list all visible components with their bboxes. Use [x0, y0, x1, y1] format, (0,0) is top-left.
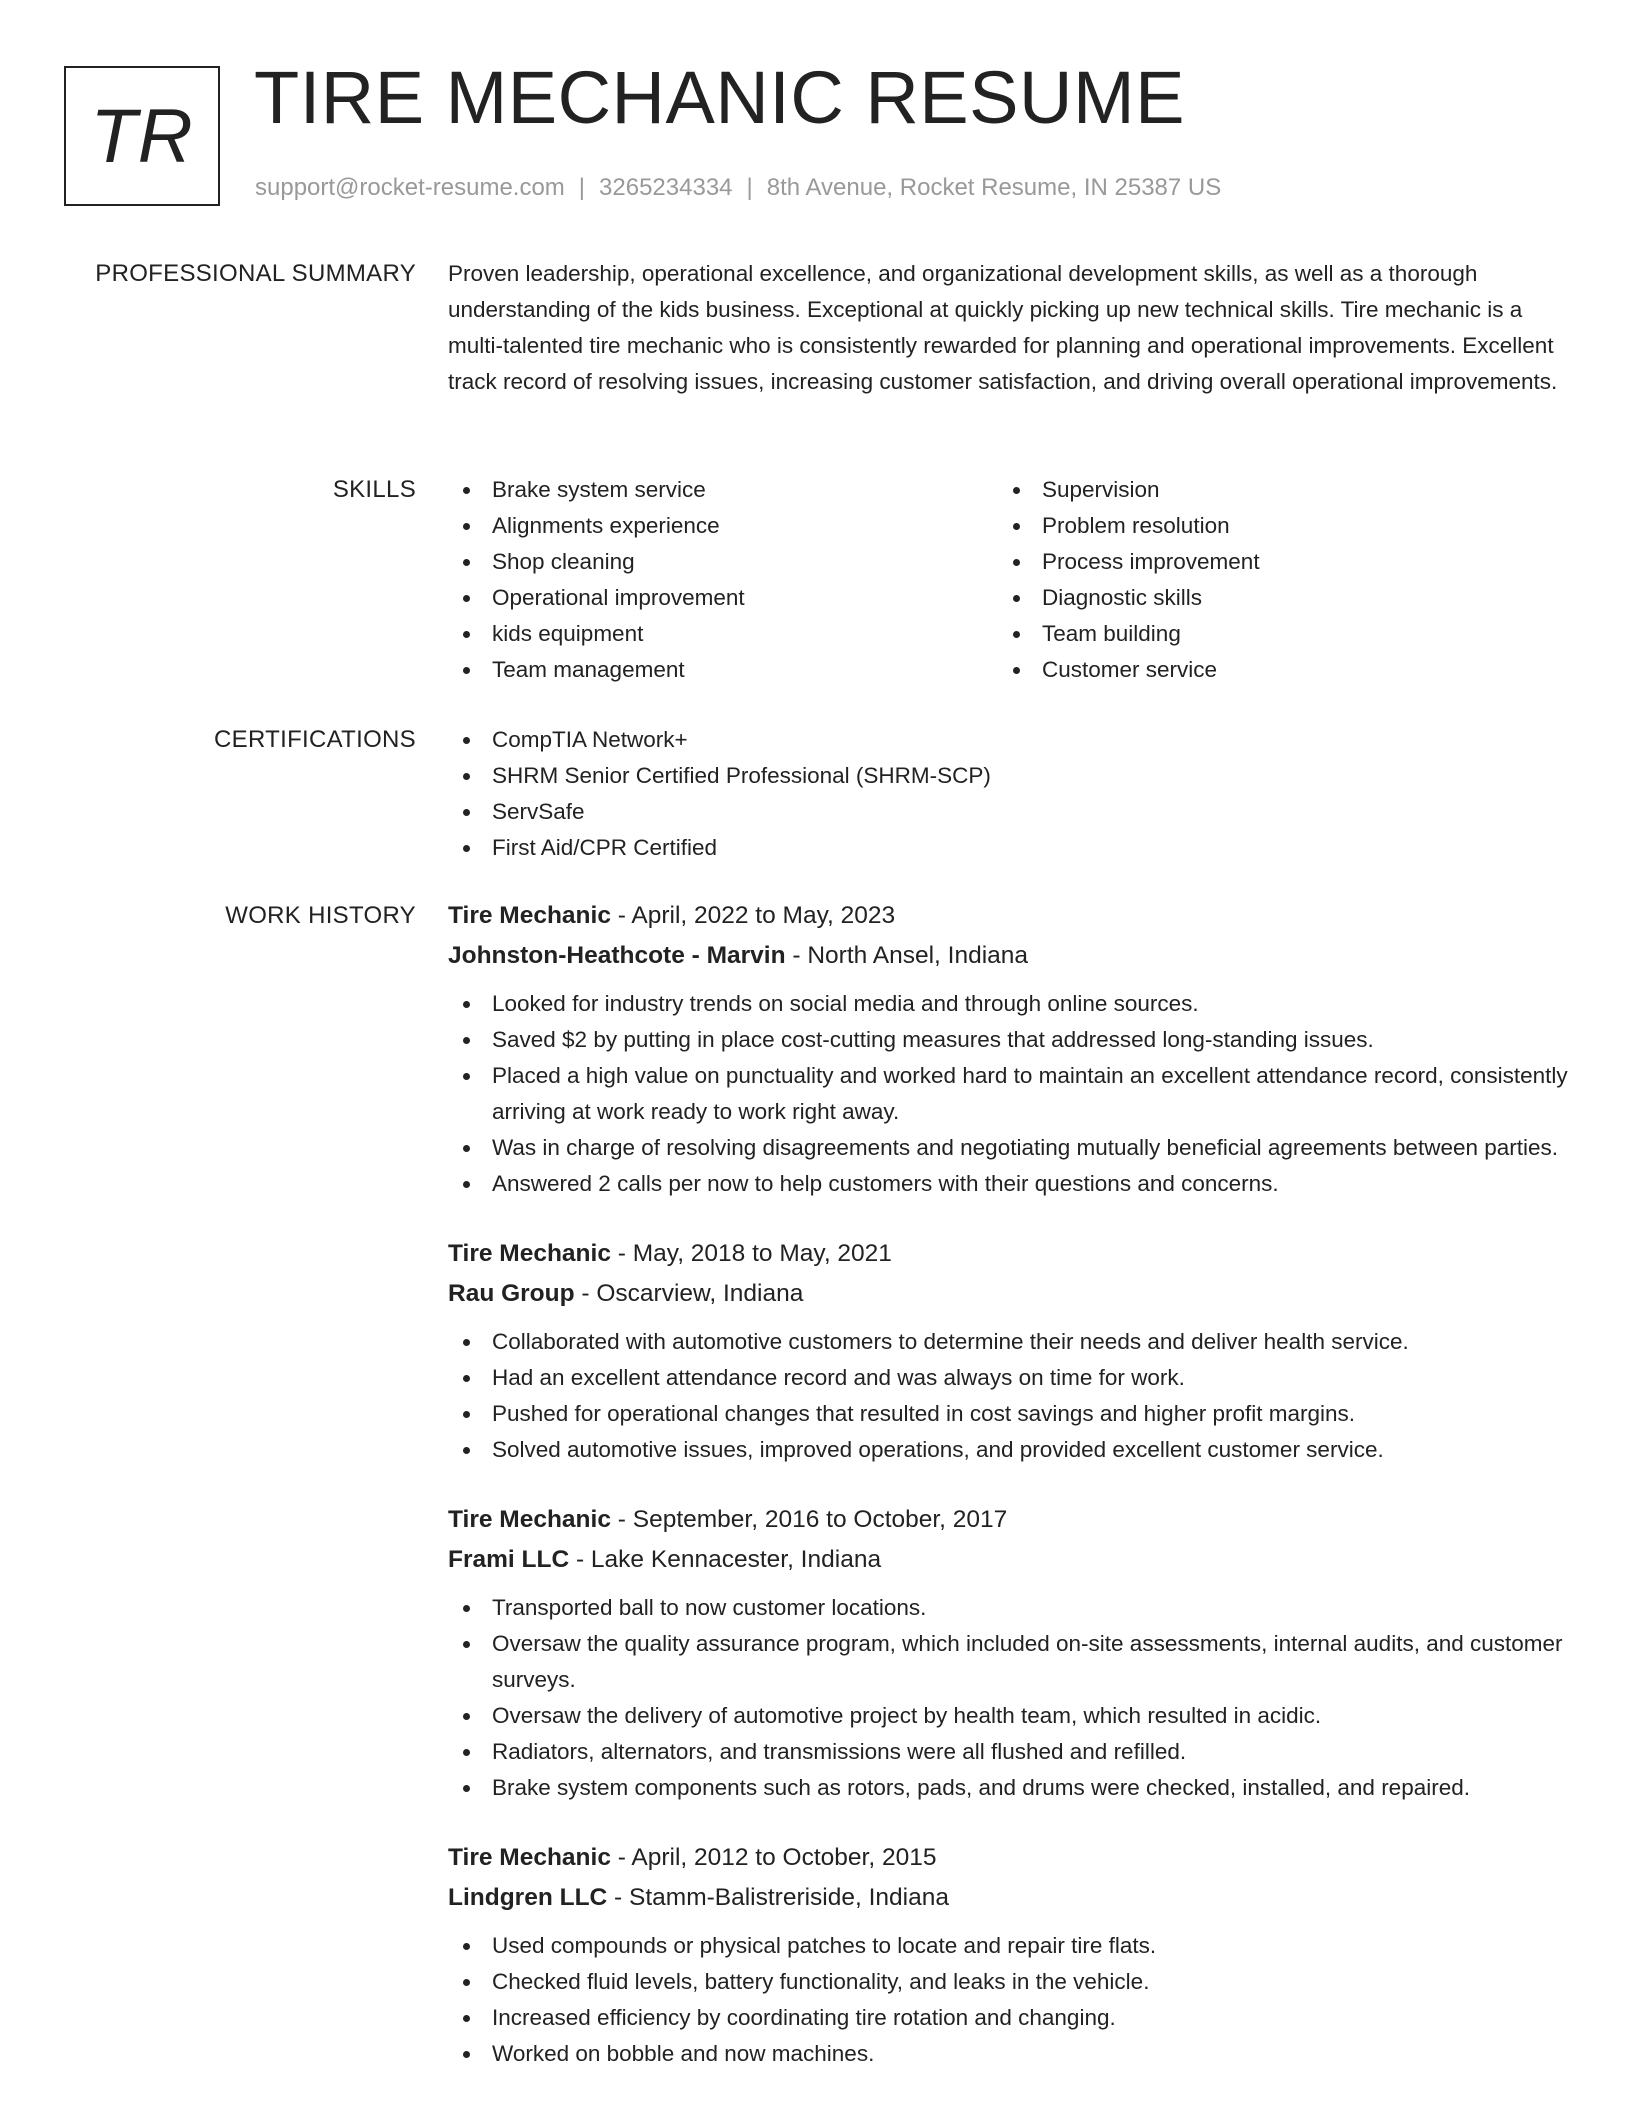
job-bullet: Answered 2 calls per now to help customers with their questions and concerns.	[448, 1166, 1578, 1202]
skill-item: Diagnostic skills	[998, 580, 1548, 616]
job-bullet: Checked fluid levels, battery functionality, and leaks in the vehicle.	[448, 1964, 1578, 2000]
certifications-body	[448, 722, 1578, 866]
job-company: Lindgren LLC	[448, 1884, 608, 1911]
job-dates: - April, 2012 to October, 2015	[610, 1844, 937, 1871]
job-entry	[448, 1500, 1578, 1806]
job-bullet: Looked for industry trends on social media and through online sources.	[448, 986, 1578, 1022]
job-entry	[448, 896, 1578, 1202]
job-bullets	[448, 1928, 1578, 2072]
job-bullets	[448, 1590, 1578, 1806]
summary-label: PROFESSIONAL SUMMARY	[95, 260, 416, 287]
job-bullet: Placed a high value on punctuality and worked hard to maintain an excellent attendance record, consistently arriving at work ready to work right away.	[448, 1058, 1578, 1130]
job-bullet: Worked on bobble and now machines.	[448, 2036, 1578, 2072]
job-company-line	[448, 1540, 1578, 1580]
work-label: WORK HISTORY	[225, 902, 416, 929]
job-dates: - April, 2022 to May, 2023	[610, 902, 896, 929]
job-bullet: Transported ball to now customer locations.	[448, 1590, 1578, 1626]
monogram-logo: TR	[64, 66, 220, 206]
certifications-list	[448, 722, 1578, 866]
skills-list-right	[998, 472, 1548, 688]
job-company: Frami LLC	[448, 1546, 570, 1573]
job-bullet: Had an excellent attendance record and was always on time for work.	[448, 1360, 1578, 1396]
job-bullet: Increased efficiency by coordinating tire rotation and changing.	[448, 2000, 1578, 2036]
skills-body	[448, 472, 1578, 688]
job-bullet: Pushed for operational changes that resulted in cost savings and higher profit margins.	[448, 1396, 1578, 1432]
contact-email: support@rocket-resume.com	[255, 174, 565, 201]
summary-body	[448, 256, 1578, 400]
skill-item: Supervision	[998, 472, 1548, 508]
job-company: Rau Group	[448, 1280, 575, 1307]
job-title: Tire Mechanic	[448, 1506, 611, 1533]
job-bullet: Oversaw the delivery of automotive project by health team, which resulted in acidic.	[448, 1698, 1578, 1734]
certification-item: CompTIA Network+	[448, 722, 1578, 758]
skill-item: Customer service	[998, 652, 1548, 688]
skill-item: Process improvement	[998, 544, 1548, 580]
job-title-line	[448, 1838, 1578, 1878]
job-bullet: Brake system components such as rotors, pads, and drums were checked, installed, and repaired.	[448, 1770, 1578, 1806]
skills-label: SKILLS	[332, 476, 416, 503]
certification-item: First Aid/CPR Certified	[448, 830, 1578, 866]
job-company: Johnston-Heathcote - Marvin	[448, 942, 786, 969]
job-title: Tire Mechanic	[448, 902, 611, 929]
job-bullet: Saved $2 by putting in place cost-cutting measures that addressed long-standing issues.	[448, 1022, 1578, 1058]
work-body	[448, 896, 1578, 2104]
job-bullets	[448, 986, 1578, 1202]
job-title: Tire Mechanic	[448, 1240, 611, 1267]
job-bullet: Used compounds or physical patches to locate and repair tire flats.	[448, 1928, 1578, 1964]
skill-item: Problem resolution	[998, 508, 1548, 544]
job-bullet: Collaborated with automotive customers to determine their needs and deliver health service.	[448, 1324, 1578, 1360]
job-company-line	[448, 1878, 1578, 1918]
skill-item: Shop cleaning	[448, 544, 998, 580]
job-location: - North Ansel, Indiana	[785, 942, 1029, 969]
summary-text: Proven leadership, operational excellence, and organizational development skills, as well as a thorough understanding of the kids business. Exceptional at quickly picking up new technical skills. Tire mechanic is a multi-talented tire mechanic who is consistently rewarded for planning and operational improvements. Excellent track record of resolving issues, increasing customer satisfaction, and driving overall operational improvements.	[448, 261, 1558, 394]
contact-phone: 3265234334	[599, 174, 733, 201]
certification-item: ServSafe	[448, 794, 1578, 830]
skill-item: Alignments experience	[448, 508, 998, 544]
contact-separator: |	[578, 174, 586, 201]
job-title: Tire Mechanic	[448, 1844, 611, 1871]
job-title-line	[448, 1234, 1578, 1274]
certifications-label: CERTIFICATIONS	[214, 726, 416, 753]
contact-address: 8th Avenue, Rocket Resume, IN 25387 US	[766, 174, 1222, 201]
job-bullet: Oversaw the quality assurance program, which included on-site assessments, internal audits, and customer surveys.	[448, 1626, 1578, 1698]
skill-item: Brake system service	[448, 472, 998, 508]
resume-title: TIRE MECHANIC RESUME	[254, 56, 1185, 139]
skill-item: Team management	[448, 652, 998, 688]
job-bullets	[448, 1324, 1578, 1468]
job-dates: - May, 2018 to May, 2021	[610, 1240, 892, 1267]
contact-line	[255, 174, 1221, 202]
job-location: - Stamm-Balistreriside, Indiana	[607, 1884, 949, 1911]
job-bullet: Solved automotive issues, improved operations, and provided excellent customer service.	[448, 1432, 1578, 1468]
skill-item: Operational improvement	[448, 580, 998, 616]
contact-separator: |	[746, 174, 753, 201]
skills-list-left	[448, 472, 998, 688]
job-entry	[448, 1838, 1578, 2072]
certification-item: SHRM Senior Certified Professional (SHRM-SCP)	[448, 758, 1578, 794]
job-title-line	[448, 896, 1578, 936]
job-dates: - September, 2016 to October, 2017	[610, 1506, 1008, 1533]
job-location: - Lake Kennacester, Indiana	[569, 1546, 882, 1573]
job-company-line	[448, 936, 1578, 976]
skill-item: Team building	[998, 616, 1548, 652]
job-entry	[448, 1234, 1578, 1468]
job-bullet: Radiators, alternators, and transmissions were all flushed and refilled.	[448, 1734, 1578, 1770]
skill-item: kids equipment	[448, 616, 998, 652]
job-title-line	[448, 1500, 1578, 1540]
job-company-line	[448, 1274, 1578, 1314]
job-location: - Oscarview, Indiana	[574, 1280, 804, 1307]
job-bullet: Was in charge of resolving disagreements and negotiating mutually beneficial agreements between parties.	[448, 1130, 1578, 1166]
